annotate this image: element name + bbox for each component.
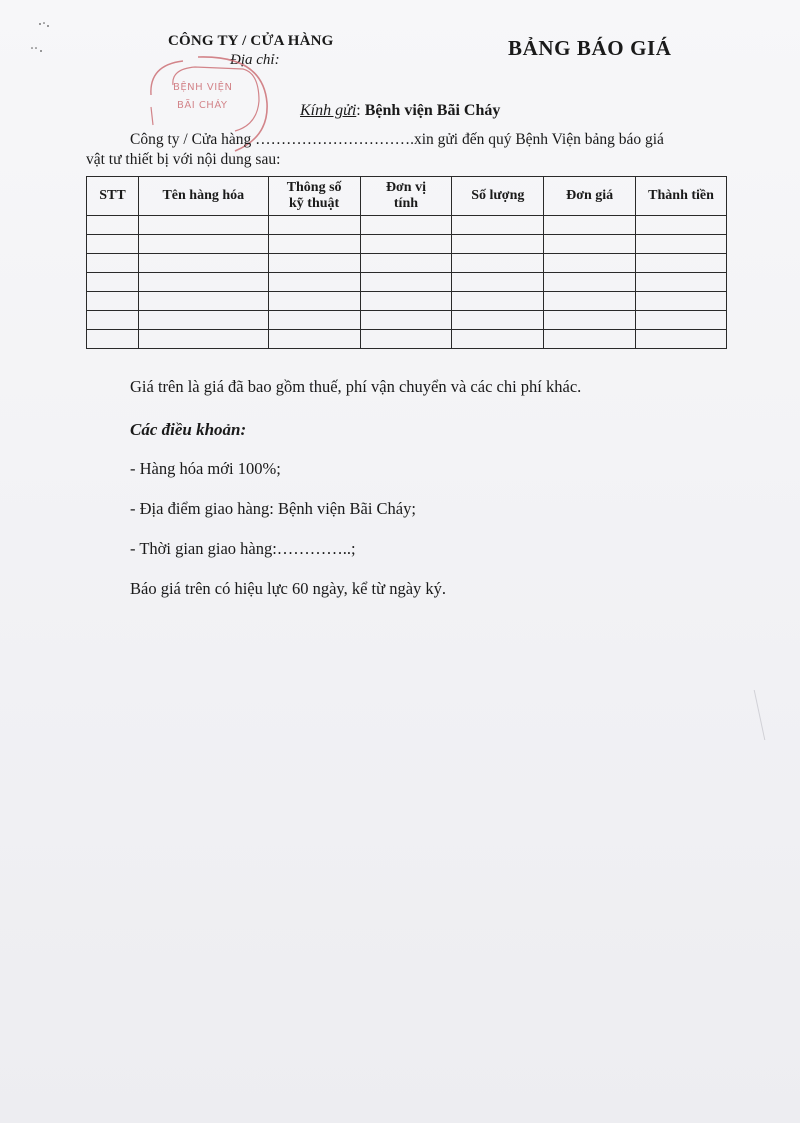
table-cell	[452, 216, 544, 235]
table-row	[87, 311, 727, 330]
table-cell	[268, 330, 360, 349]
table-cell	[87, 235, 139, 254]
table-row	[87, 235, 727, 254]
terms-heading: Các điều khoản:	[130, 420, 247, 439]
table-cell	[268, 235, 360, 254]
table-cell	[360, 273, 452, 292]
table-cell	[636, 311, 727, 330]
header-stt: STT	[87, 177, 139, 216]
table-cell	[138, 235, 268, 254]
table-cell	[544, 311, 636, 330]
table-cell	[268, 273, 360, 292]
table-cell	[87, 254, 139, 273]
company-name: CÔNG TY / CỬA HÀNG	[168, 33, 334, 49]
table-cell	[452, 311, 544, 330]
table-cell	[87, 311, 139, 330]
table-cell	[87, 216, 139, 235]
table-cell	[138, 311, 268, 330]
table-cell	[87, 330, 139, 349]
table-cell	[452, 292, 544, 311]
table-cell	[138, 254, 268, 273]
table-cell	[452, 254, 544, 273]
table-row	[87, 292, 727, 311]
table-cell	[636, 216, 727, 235]
validity-statement: Báo giá trên có hiệu lực 60 ngày, kể từ ngày ký.	[130, 579, 447, 598]
table-cell	[452, 330, 544, 349]
quote-table	[86, 176, 727, 349]
greeting-separator: :	[356, 102, 361, 119]
header-product-name: Tên hàng hóa	[138, 177, 268, 216]
table-cell	[360, 235, 452, 254]
term-item: - Thời gian giao hàng:…………..;	[130, 539, 356, 558]
table-row	[87, 254, 727, 273]
table-cell	[636, 330, 727, 349]
table-row	[87, 330, 727, 349]
table-cell	[360, 330, 452, 349]
page-fold-mark	[754, 690, 800, 740]
table-cell	[544, 216, 636, 235]
table-cell	[87, 273, 139, 292]
table-cell	[360, 311, 452, 330]
address-label: Địa chỉ:	[230, 52, 280, 68]
intro-line-1: Công ty / Cửa hàng ………………………….xin gửi đến quý Bệnh Viện bảng báo giá	[130, 131, 664, 148]
greeting-label: Kính gửi	[300, 102, 357, 119]
table-cell	[452, 235, 544, 254]
header-unit: Đơn vị tính	[360, 177, 452, 216]
table-cell	[268, 311, 360, 330]
scan-specks	[22, 18, 62, 58]
table-cell	[636, 292, 727, 311]
table-cell	[268, 292, 360, 311]
document-title: BẢNG BÁO GIÁ	[508, 36, 672, 60]
greeting-recipient: Bệnh viện Bãi Cháy	[364, 102, 501, 119]
greeting-line	[300, 102, 500, 120]
header-total: Thành tiền	[636, 177, 727, 216]
intro-line-2: vật tư thiết bị với nội dung sau:	[86, 151, 281, 168]
header-unit-price: Đơn giá	[544, 177, 636, 216]
table-row	[87, 273, 727, 292]
table-cell	[138, 292, 268, 311]
table-header-row	[87, 177, 727, 216]
stamp-text-line1: BỆNH VIỆN	[173, 82, 233, 93]
table-cell	[636, 235, 727, 254]
table-cell	[268, 216, 360, 235]
table-cell	[544, 292, 636, 311]
table-cell	[544, 254, 636, 273]
term-item: - Địa điểm giao hàng: Bệnh viện Bãi Cháy;	[130, 499, 416, 518]
stamp-text-line2: BÃI CHÁY	[177, 100, 228, 111]
price-note: Giá trên là giá đã bao gồm thuế, phí vận chuyển và các chi phí khác.	[130, 377, 582, 396]
table-cell	[138, 273, 268, 292]
header-quantity: Số lượng	[452, 177, 544, 216]
table-cell	[138, 330, 268, 349]
table-cell	[360, 292, 452, 311]
table-cell	[87, 292, 139, 311]
table-cell	[360, 216, 452, 235]
table-cell	[138, 216, 268, 235]
term-item: - Hàng hóa mới 100%;	[130, 459, 281, 478]
table-cell	[544, 330, 636, 349]
table-cell	[452, 273, 544, 292]
table-cell	[544, 235, 636, 254]
header-specifications: Thông số kỹ thuật	[268, 177, 360, 216]
table-cell	[360, 254, 452, 273]
table-cell	[636, 254, 727, 273]
table-cell	[268, 254, 360, 273]
table-cell	[636, 273, 727, 292]
table-row	[87, 216, 727, 235]
table-cell	[544, 273, 636, 292]
